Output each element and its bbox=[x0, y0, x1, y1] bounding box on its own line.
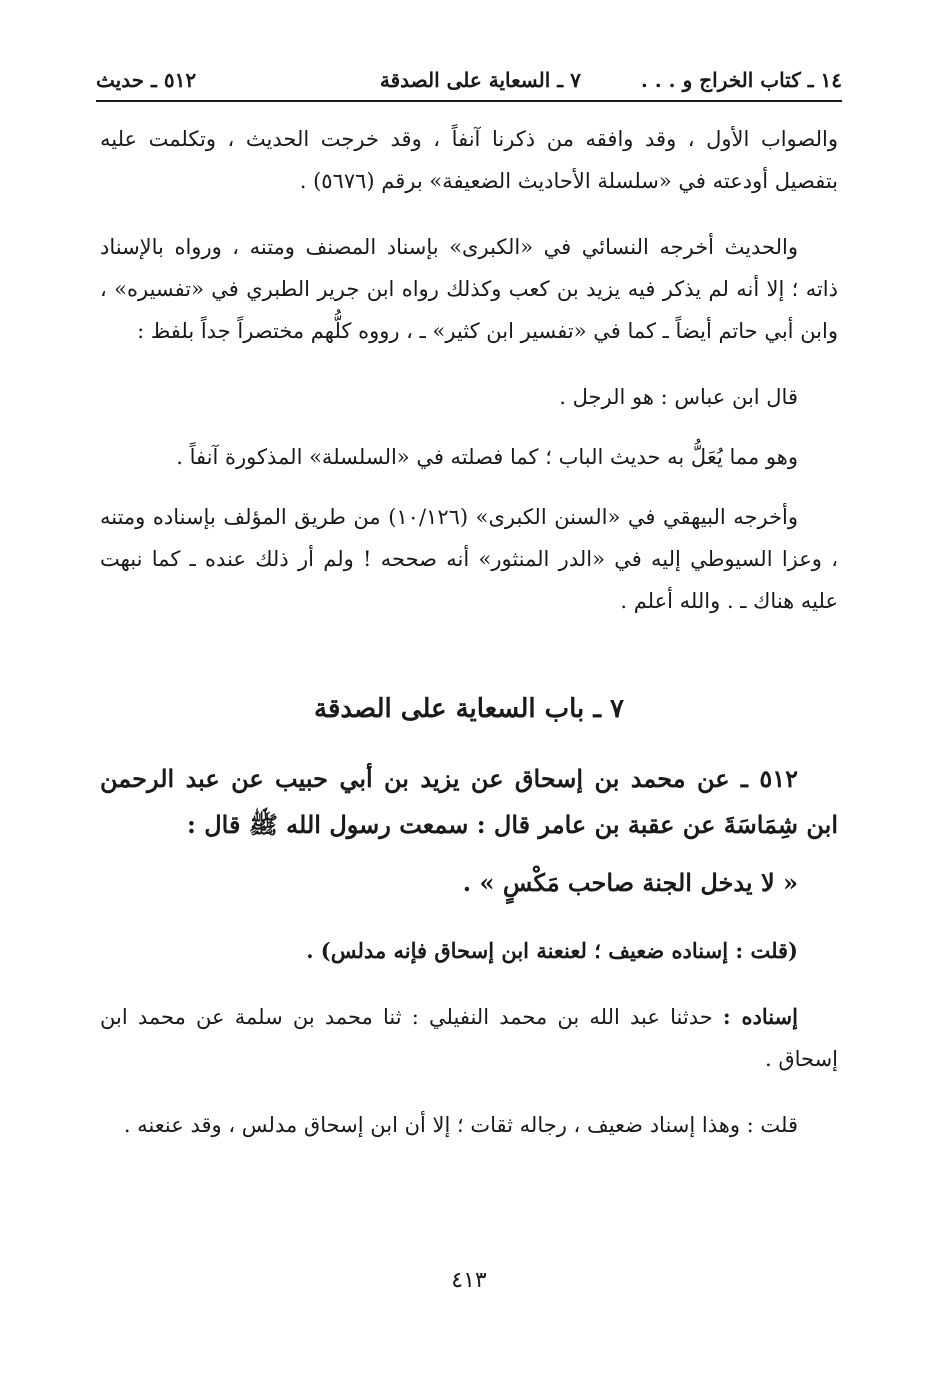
header-hadith-ref: ٥١٢ ـ حديث bbox=[96, 68, 197, 92]
paragraph-2: والحديث أخرجه النسائي في «الكبرى» بإسناد المصنف ومتنه ، ورواه بالإسناد ذاته ؛ إلا أنه لم يذكر فيه يزيد بن كعب وكذلك رواه ابن جرير الطبري في «تفسيره» ، وابن أبي حاتم أيضاً ـ كما في «تفسير ابن كثير» ـ ، رووه كلُّهم مختصراً جداً بلفظ : bbox=[100, 235, 838, 343]
author-note: قلت : وهذا إسناد ضعيف ، رجاله ثقات ؛ إلا أن ابن إسحاق مدلس ، وقد عنعنه . bbox=[123, 1113, 798, 1137]
hadith-chain: ٥١٢ ـ عن محمد بن إسحاق عن يزيد بن أبي حبيب عن عبد الرحمن ابن شِمَاسَةَ عن عقبة بن عامر قال : سمعت رسول الله ﷺ قال : bbox=[100, 764, 838, 839]
isnad-label: إسناده : bbox=[722, 1004, 798, 1029]
isnad-paragraph bbox=[100, 996, 838, 1080]
paragraph-3: قال ابن عباس : هو الرجل . bbox=[559, 385, 798, 409]
hadith-verdict: (قلت : إسناده ضعيف ؛ لعنعنة ابن إسحاق فإنه مدلس) . bbox=[306, 938, 798, 963]
header-section-title: ٧ ـ السعاية على الصدقة bbox=[379, 68, 581, 92]
section-heading: ٧ ـ باب السعاية على الصدقة bbox=[314, 694, 624, 724]
hadith-text: « لا يدخل الجنة صاحب مَكْسٍ » . bbox=[462, 868, 798, 897]
isnad-text: حدثنا عبد الله بن محمد النفيلي : ثنا محمد بن سلمة عن محمد ابن إسحاق . bbox=[100, 1005, 838, 1071]
header-chapter-group bbox=[380, 68, 842, 92]
paragraph-5: وأخرجه البيهقي في «السنن الكبرى» (١٠/١٢٦) من طريق المؤلف بإسناده ومتنه ، وعزا السيوطي إليه في «الدر المنثور» أنه صححه ! ولم أر ذلك عنده ـ كما نبهت عليه هناك ـ . والله أعلم . bbox=[100, 505, 838, 613]
paragraph-1: والصواب الأول ، وقد وافقه من ذكرنا آنفاً ، وقد خرجت الحديث ، وتكلمت عليه بتفصيل أودعته في «سلسلة الأحاديث الضعيفة» برقم (٥٦٧٦) . bbox=[100, 127, 838, 193]
running-header bbox=[96, 60, 842, 102]
header-chapter-title: ١٤ ـ كتاب الخراج و . . . bbox=[640, 68, 842, 92]
page-content bbox=[100, 118, 838, 1146]
page-number: ٤١٣ bbox=[451, 1268, 487, 1293]
paragraph-4: وهو مما يُعَلُّ به حديث الباب ؛ كما فصلته في «السلسلة» المذكورة آنفاً . bbox=[176, 445, 798, 469]
